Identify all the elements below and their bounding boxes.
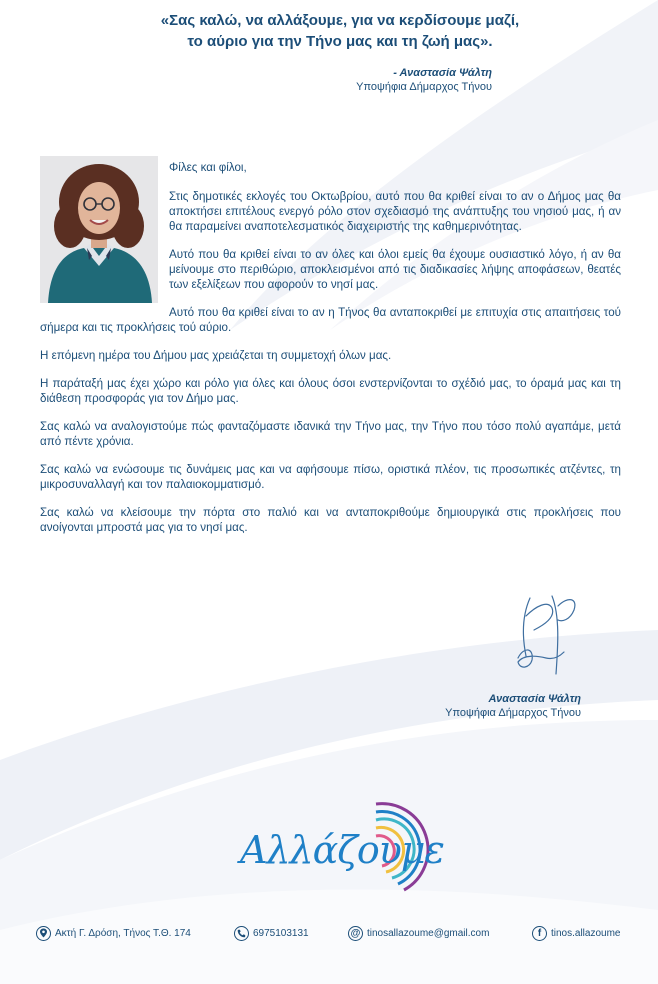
letter-paragraph: Αυτό που θα κριθεί είναι το αν η Τήνος θα ανταποκριθεί με επιτυχία στις απαιτήσεις τού σήμερα και τις προκλήσεις τού αύριο. xyxy=(40,306,621,334)
logo-text: Αλλάζουμε xyxy=(240,828,444,872)
facebook-icon: f xyxy=(532,926,547,941)
address-text: Ακτή Γ. Δρόση, Τήνος Τ.Θ. 174 xyxy=(55,927,191,939)
footer-phone xyxy=(234,922,309,944)
footer-email xyxy=(348,922,489,944)
handwritten-signature xyxy=(512,586,592,678)
letter-paragraph: Σας καλώ να κλείσουμε την πόρτα στο παλιό και να ανταποκριθούμε δημιουργικά στις προκλήσεις που ανοίγονται μπροστά μας για το νησί μας. xyxy=(40,506,621,534)
letter-paragraph: Η επόμενη ημέρα του Δήμου μας χρειάζεται τη συμμετοχή όλων μας. xyxy=(40,349,392,362)
letter-greeting: Φίλες και φίλοι, xyxy=(169,161,247,174)
at-sign-icon: @ xyxy=(348,926,363,941)
quote-line-2: το αύριο για την Τήνο μας και τη ζωή μας». xyxy=(187,33,493,50)
letter-paragraph: Σας καλώ να αναλογιστούμε πώς φανταζόμαστε ιδανικά την Τήνο μας, την Τήνο που τόσο πολύ αγαπάμε, μετά από πέντε χρόνια. xyxy=(40,420,621,448)
quote-author: - Αναστασία Ψάλτη xyxy=(393,67,492,79)
header-quote xyxy=(60,10,620,52)
footer xyxy=(32,922,632,944)
letter-paragraph: Στις δημοτικές εκλογές του Οκτωβρίου, αυτό που θα κριθεί είναι το αν ο Δήμος μας θα αποκτήσει επιτέλους ενεργό ρόλο στον σχεδιασμό της ανάπτυξης του νησιού μας, ή αν θα παραμείνει αναποτελεσματικός διαχειριστής της καθημερινότητας. xyxy=(169,190,621,233)
footer-facebook xyxy=(532,922,620,944)
location-pin-icon xyxy=(36,926,51,941)
letter-paragraph: Η παράταξή μας έχει χώρο και ρόλο για όλες και όλους όσοι ενστερνίζονται το σχέδιό μας, το όραμά μας και τη διάθεση προσφοράς για τον Δήμο μας. xyxy=(40,377,621,405)
email-text[interactable]: tinosallazoume@gmail.com xyxy=(367,927,490,939)
letter-body xyxy=(40,160,621,548)
letter-paragraph: Αυτό που θα κριθεί είναι το αν όλες και όλοι εμείς θα έχουμε ουσιαστικό λόγο, ή αν θα μείνουμε στο περιθώριο, αποκλεισμένοι από τις διαδικασίες λήψης αποφάσεων, θεατές των εξελίξεων που αφορούν το νησί μας. xyxy=(169,248,621,291)
signature-block xyxy=(445,692,581,720)
quote-attribution xyxy=(356,66,492,94)
letter-paragraph: Σας καλώ να ενώσουμε τις δυνάμεις μας και να αφήσουμε πίσω, οριστικά πλέον, τις προσωπικές ατζέντες, τη μικροσυναλλαγή και τον παλαιοκομματισμό. xyxy=(40,463,621,491)
campaign-logo xyxy=(236,798,448,898)
footer-address xyxy=(36,922,191,944)
facebook-text[interactable]: tinos.allazoume xyxy=(551,927,621,939)
quote-line-1: «Σας καλώ, να αλλάξουμε, για να κερδίσουμε μαζί, xyxy=(160,12,520,29)
phone-text[interactable]: 6975103131 xyxy=(253,927,309,939)
signer-name: Αναστασία Ψάλτη xyxy=(488,693,581,705)
phone-icon xyxy=(234,926,249,941)
quote-author-role: Υποψήφια Δήμαρχος Τήνου xyxy=(356,81,492,93)
signer-role: Υποψήφια Δήμαρχος Τήνου xyxy=(445,707,581,719)
